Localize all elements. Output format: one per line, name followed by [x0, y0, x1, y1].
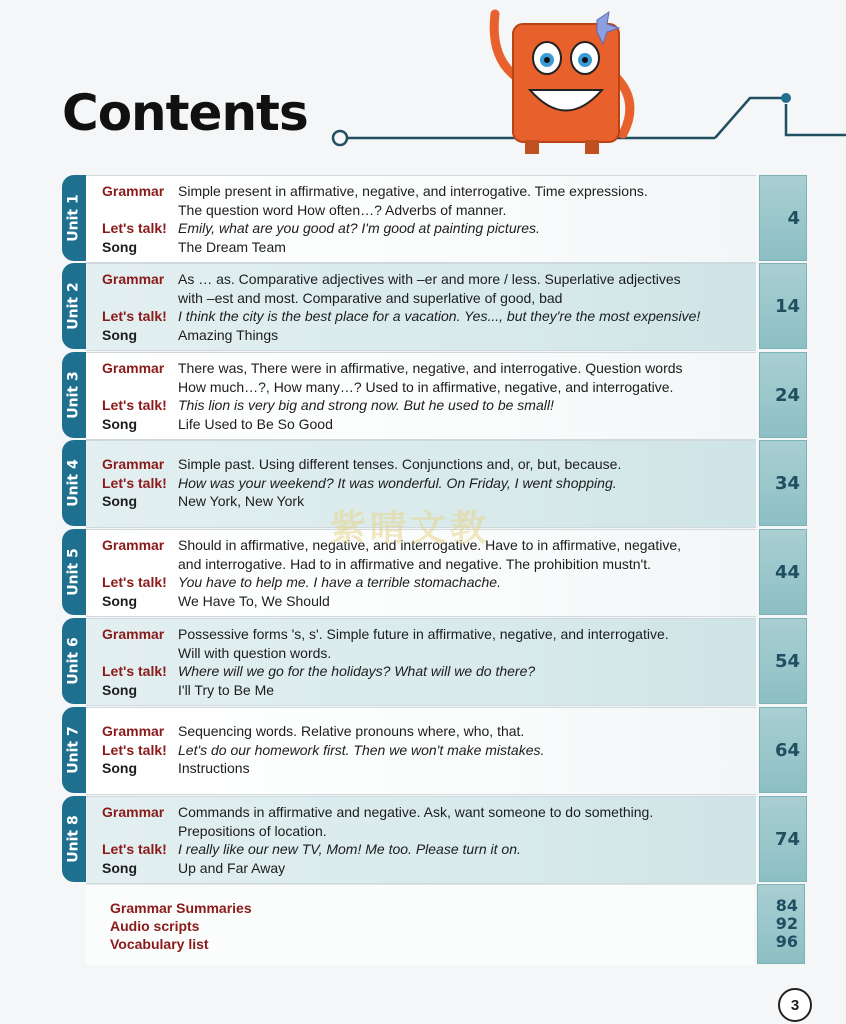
- extras-page-box: [757, 884, 805, 964]
- unit-tab-label: Unit 1: [66, 194, 83, 242]
- extras-page-number: 84: [775, 896, 798, 915]
- line-label: Let's talk!: [102, 574, 167, 590]
- unit-tab: [62, 707, 86, 793]
- unit-tab-label: Unit 8: [66, 815, 83, 863]
- unit-tab-label: Unit 2: [66, 282, 83, 330]
- unit-tab: [62, 440, 86, 526]
- line-label: Song: [102, 681, 137, 698]
- unit-row[interactable]: [62, 796, 807, 882]
- line-text: Life Used to Be So Good: [178, 415, 333, 432]
- unit-page-number[interactable]: 34: [759, 440, 807, 526]
- line-text: Instructions: [178, 760, 250, 776]
- line-text: Emily, what are you good at? I'm good at painting pictures.: [178, 220, 540, 236]
- line-text: Simple present in affirmative, negative, and interrogative. Time expressions.: [178, 183, 648, 199]
- line-label: Grammar: [102, 183, 165, 199]
- page-title: Contents: [62, 84, 308, 142]
- line-text: Will with question words.: [178, 644, 332, 661]
- line-text: Prepositions of location.: [178, 822, 327, 839]
- line-text: New York, New York: [178, 493, 305, 509]
- line-text: You have to help me. I have a terrible stomachache.: [178, 574, 501, 590]
- line-text: Let's do our homework first. Then we won't make mistakes.: [178, 741, 545, 758]
- unit-page-number[interactable]: 64: [759, 707, 807, 793]
- line-label: Song: [102, 326, 137, 343]
- line-text: The question word How often…? Adverbs of manner.: [178, 201, 507, 218]
- extras-page-number: 92: [775, 914, 798, 933]
- line-label: Grammar: [102, 360, 165, 376]
- line-label: Let's talk!: [102, 841, 167, 857]
- unit-row[interactable]: [62, 263, 807, 349]
- unit-page-number[interactable]: 54: [759, 618, 807, 704]
- line-text: Up and Far Away: [178, 859, 286, 876]
- line-label: Grammar: [102, 271, 165, 287]
- line-label: Let's talk!: [102, 663, 167, 679]
- unit-row[interactable]: [62, 175, 807, 261]
- unit-page-number[interactable]: 14: [759, 263, 807, 349]
- line-text: Simple past. Using different tenses. Conjunctions and, or, but, because.: [178, 456, 622, 472]
- extras-page-number: 96: [775, 932, 798, 951]
- line-text: and interrogative. Had to in affirmative and negative. The prohibition mustn't.: [178, 555, 651, 572]
- unit-tab: [62, 175, 86, 261]
- unit-tab-label: Unit 4: [66, 459, 83, 507]
- unit-page-number[interactable]: 74: [759, 796, 807, 882]
- line-label: Song: [102, 592, 137, 609]
- unit-tab: [62, 796, 86, 882]
- unit-tab-label: Unit 7: [66, 726, 83, 774]
- watermark: 紫晴文教: [330, 507, 491, 548]
- line-text: Sequencing words. Relative pronouns where, who, that.: [178, 723, 525, 739]
- mascot-illustration: [485, 6, 645, 156]
- line-label: Song: [102, 760, 137, 776]
- unit-tab-label: Unit 5: [66, 548, 83, 596]
- line-text: I'll Try to Be Me: [178, 681, 275, 698]
- line-label: Song: [102, 415, 137, 432]
- unit-page-number[interactable]: 24: [759, 352, 807, 438]
- unit-content: [86, 263, 756, 351]
- line-label: Grammar: [102, 537, 165, 553]
- page-number-badge: 3: [778, 988, 812, 1022]
- line-text: Amazing Things: [178, 326, 279, 343]
- extras-section: [86, 884, 806, 964]
- extras-grammar-summaries[interactable]: Grammar Summaries: [110, 900, 252, 916]
- line-text: I really like our new TV, Mom! Me too. Please turn it on.: [178, 841, 521, 857]
- extras-body: [86, 884, 754, 965]
- line-label: Let's talk!: [102, 397, 167, 413]
- extras-vocabulary-list[interactable]: Vocabulary list: [110, 936, 209, 952]
- line-text: The Dream Team: [178, 238, 286, 255]
- line-text: We Have To, We Should: [178, 592, 330, 609]
- line-label: Let's talk!: [102, 474, 167, 491]
- unit-row[interactable]: [62, 707, 807, 793]
- line-text: How was your weekend? It was wonderful. On Friday, I went shopping.: [178, 474, 617, 491]
- line-text: Should in affirmative, negative, and interrogative. Have to in affirmative, negative,: [178, 537, 681, 553]
- line-text: Commands in affirmative and negative. Ask, want someone to do something.: [178, 804, 654, 820]
- line-text: As … as. Comparative adjectives with –er and more / less. Superlative adjectives: [178, 271, 681, 287]
- unit-tab: [62, 263, 86, 349]
- unit-tab: [62, 352, 86, 438]
- line-label: Let's talk!: [102, 741, 167, 758]
- unit-tab-label: Unit 6: [66, 637, 83, 685]
- unit-tab: [62, 529, 86, 615]
- unit-row[interactable]: [62, 618, 807, 704]
- line-text: Possessive forms 's, s'. Simple future in affirmative, negative, and interrogative.: [178, 626, 669, 642]
- unit-tab-label: Unit 3: [66, 371, 83, 419]
- line-label: Grammar: [102, 456, 165, 472]
- line-label: Grammar: [102, 804, 165, 820]
- line-text: with –est and most. Comparative and superlative of good, bad: [178, 289, 563, 306]
- line-label: Song: [102, 493, 137, 509]
- line-label: Song: [102, 238, 137, 255]
- unit-content: [86, 707, 756, 795]
- unit-content: [86, 618, 756, 706]
- line-label: Let's talk!: [102, 220, 167, 236]
- line-label: Song: [102, 859, 137, 876]
- line-text: There was, There were in affirmative, negative, and interrogative. Question words: [178, 360, 683, 376]
- line-label: Let's talk!: [102, 308, 167, 324]
- line-text: This lion is very big and strong now. But he used to be small!: [178, 397, 554, 413]
- unit-page-number[interactable]: 44: [759, 529, 807, 615]
- unit-page-number[interactable]: 4: [759, 175, 807, 261]
- line-text: I think the city is the best place for a vacation. Yes..., but they're the most expensive!: [178, 308, 701, 324]
- line-text: Where will we go for the holidays? What will we do there?: [178, 663, 536, 679]
- line-label: Grammar: [102, 723, 165, 739]
- unit-row[interactable]: [62, 352, 807, 438]
- unit-content: [86, 175, 756, 263]
- line-label: Grammar: [102, 626, 165, 642]
- line-text: How much…?, How many…? Used to in affirmative, negative, and interrogative.: [178, 378, 674, 395]
- unit-content: [86, 352, 756, 440]
- unit-content: [86, 796, 756, 884]
- extras-audio-scripts[interactable]: Audio scripts: [110, 918, 200, 934]
- unit-tab: [62, 618, 86, 704]
